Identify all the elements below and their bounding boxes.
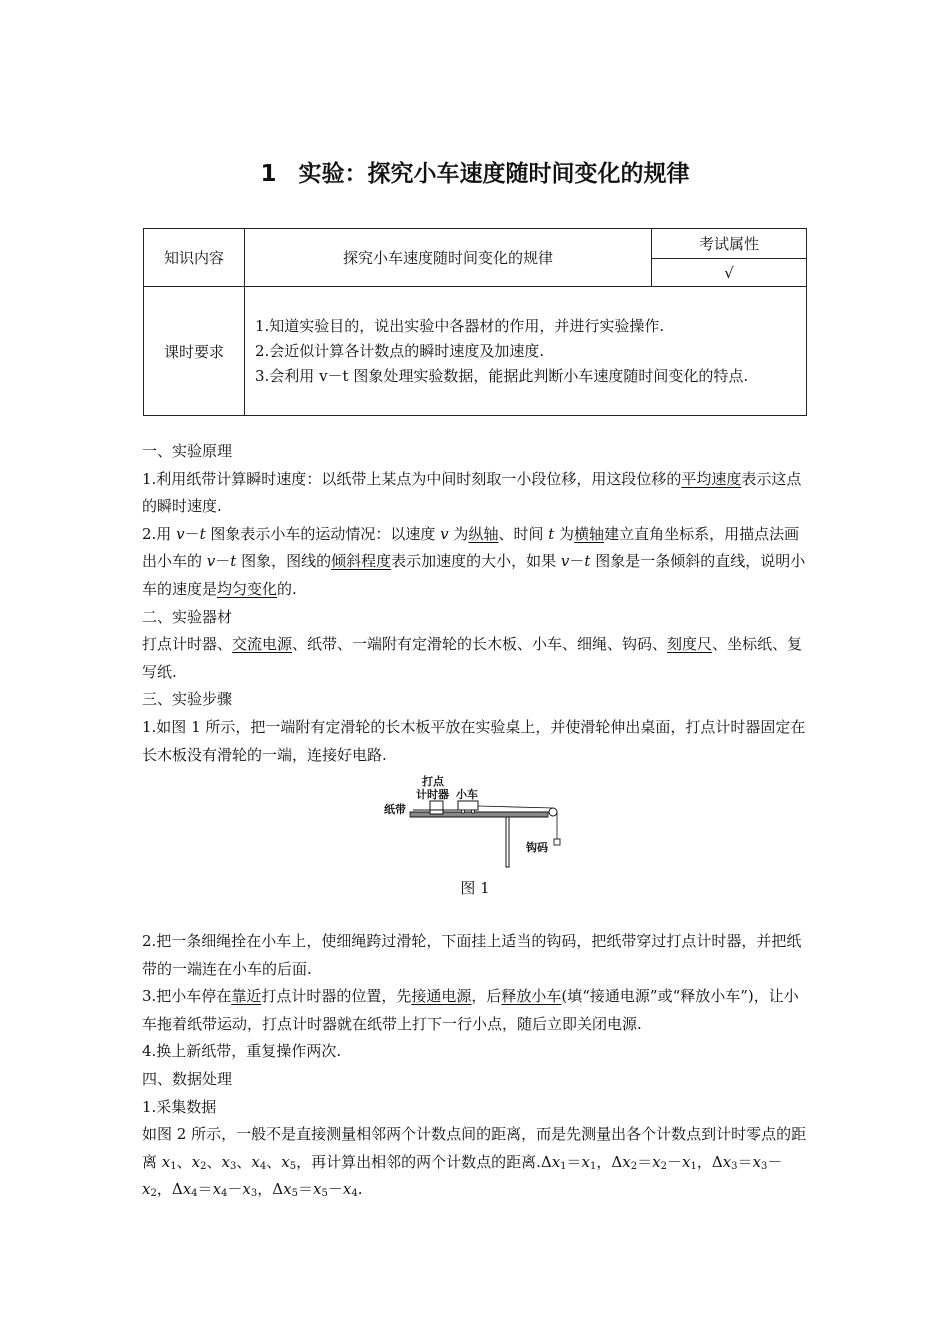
page-title xyxy=(0,155,950,188)
requirement-item: 3.会利用 v－t 图象处理实验数据，能据此判断小车速度随时间变化的特点. xyxy=(255,367,749,385)
blank-answer: 接通电源 xyxy=(411,987,472,1006)
principle-paragraph-1: 1.利用纸带计算瞬时速度：以纸带上某点为中间时刻取一小段位移，用这段位移的平均速度表示这点的瞬时速度. xyxy=(142,469,802,516)
title-text: 实验：探究小车速度随时间变化的规律 xyxy=(298,161,690,187)
table-knowledge-content: 探究小车速度随时间变化的规律 xyxy=(245,229,652,287)
section-heading-principle: 一、实验原理 xyxy=(142,442,233,460)
step-3: 3.把小车停在靠近打点计时器的位置，先接通电源，后释放小车(填“接通电源”或“释放小车”)，让小车拖着纸带运动，打点计时器就在纸带上打下一行小点，随后立即关闭电源. xyxy=(142,987,799,1033)
apparatus-figure xyxy=(380,772,570,868)
figure-label-xiaoche: 小车 xyxy=(456,788,478,801)
blank-answer: 纵轴 xyxy=(468,524,499,543)
blank-answer: 横轴 xyxy=(574,524,605,543)
section-heading-steps: 三、实验步骤 xyxy=(142,690,233,709)
table-label-knowledge: 知识内容 xyxy=(144,229,245,287)
main-content xyxy=(142,438,812,769)
step-2: 2.把一条细绳拴在小车上，使细绳跨过滑轮，下面挂上适当的钩码，把纸带穿过打点计时器，并把纸带的一端连在小车的后面. xyxy=(142,932,802,978)
section-heading-equipment: 二、实验器材 xyxy=(142,607,233,626)
requirement-item: 2.会近似计算各计数点的瞬时速度及加速度. xyxy=(255,342,545,360)
requirements-table xyxy=(143,228,807,416)
blank-answer: 释放小车 xyxy=(501,987,562,1006)
figure-label-dadian: 打点 xyxy=(422,775,444,788)
requirement-item: 1.知道实验目的，说出实验中各器材的作用，并进行实验操作. xyxy=(255,317,665,335)
table-requirements-content xyxy=(245,287,807,416)
step-4: 4.换上新纸带，重复操作两次. xyxy=(142,1042,342,1061)
figure-label-jishiqi: 计时器 xyxy=(416,788,449,801)
figure-caption: 图 1 xyxy=(460,879,490,897)
title-number: 1 xyxy=(260,161,277,187)
data-paragraph: 如图 2 所示，一般不是直接测量相邻两个计数点间的距离，而是先测量出各个计数点到计时零点的距离 $x_1$、$x_2$、$x_3$、$x_4$、$x_5$，再计算出相邻的两个计数点的距离$.\Delta x_1=x_1$，$\Delta x_2=x_2-x_1$，$\Delta x_3=x_3-x_2$，$\Delta x_4=x_4-x_3$，$\Delta x_5=x_5-x_4$. xyxy=(142,1125,807,1200)
blank-answer: 刻度尺 xyxy=(667,635,713,654)
blank-answer: 倾斜程度 xyxy=(331,552,392,571)
data-subheading-collect: 1.采集数据 xyxy=(142,1097,217,1116)
step-1: 1.如图 1 所示，把一端附有定滑轮的长木板平放在实验桌上，并使滑轮伸出桌面，打点计时器固定在长木板没有滑轮的一端，连接好电路. xyxy=(142,717,806,764)
blank-answer: 交流电源 xyxy=(232,635,293,654)
table-label-requirements: 课时要求 xyxy=(144,287,245,416)
blank-answer: 平均速度 xyxy=(681,469,742,488)
apparatus-drawing xyxy=(410,801,560,867)
table-attr-value: √ xyxy=(652,259,807,287)
main-content-continued xyxy=(142,928,812,1204)
blank-answer: 均匀变化 xyxy=(217,579,278,598)
figure-label-zhidai: 纸带 xyxy=(384,803,406,816)
blank-answer: 靠近 xyxy=(231,987,262,1006)
section-heading-data: 四、数据处理 xyxy=(142,1069,233,1088)
table-attr-header: 考试属性 xyxy=(652,229,807,259)
equipment-paragraph: 打点计时器、交流电源、纸带、一端附有定滑轮的长木板、小车、细绳、钩码、刻度尺、坐标纸、复写纸. xyxy=(142,635,803,681)
principle-paragraph-2: 2.用 v－t 图象表示小车的运动情况：以速度 v 为纵轴、时间 t 为横轴建立直角坐标系，用描点法画出小车的 v－t 图象，图线的倾斜程度表示加速度的大小，如果 v－t 图象是一条倾斜的直线，说明小车的速度是均匀变化的. xyxy=(142,524,806,598)
figure-label-gouma: 钩码 xyxy=(526,841,548,854)
